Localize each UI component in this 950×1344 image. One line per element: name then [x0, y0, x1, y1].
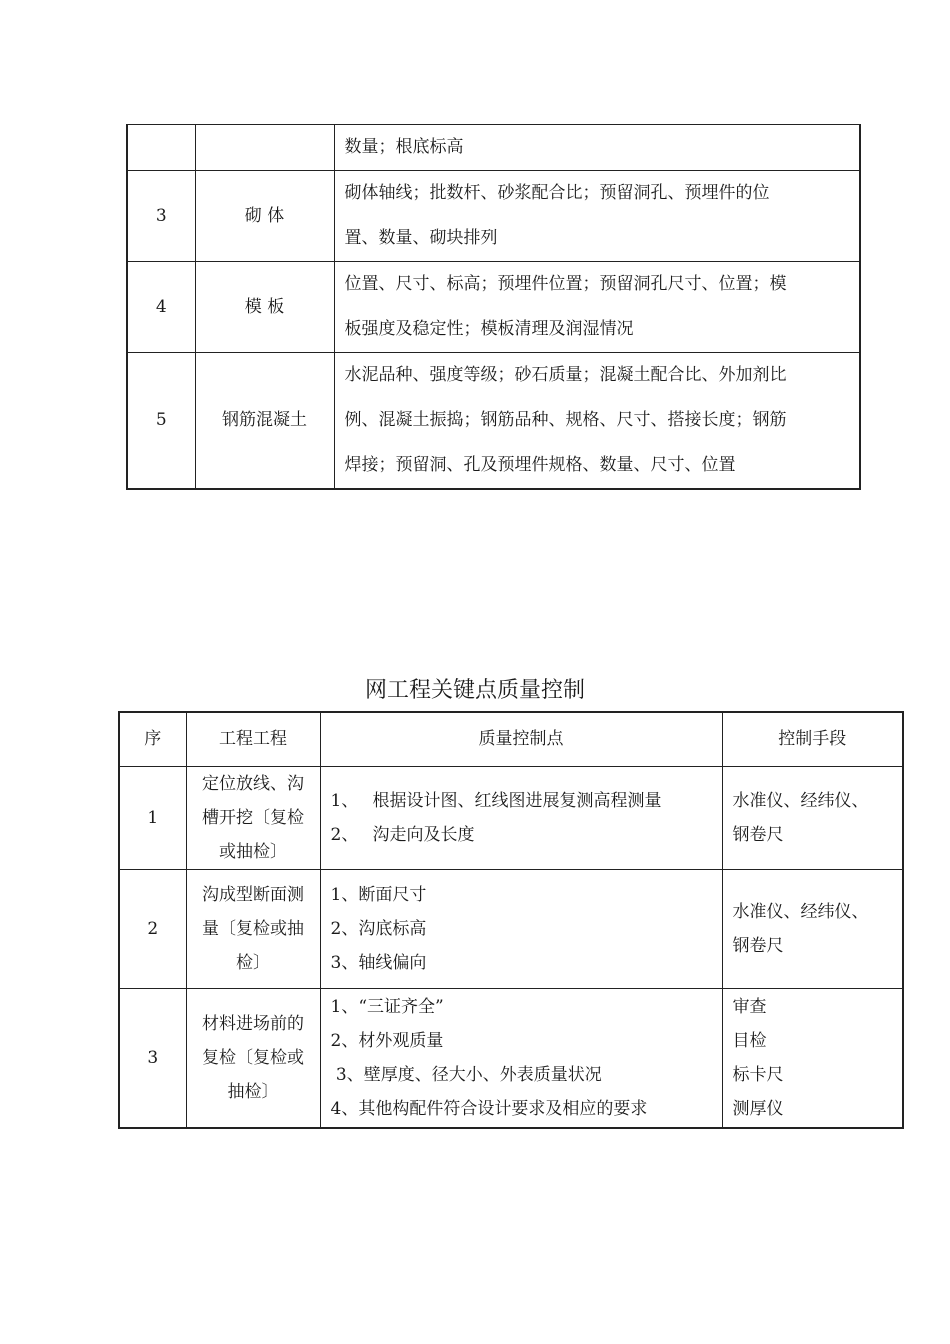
table-row — [119, 988, 903, 1128]
row-content: 位置、尺寸、标高；预埋件位置；预留洞孔尺寸、位置；模 板强度及稳定性；模板清理及润湿情况 — [334, 262, 860, 353]
row-means: 水准仪、经纬仪、 钢卷尺 — [722, 869, 903, 988]
row-item: 定位放线、沟 槽开挖〔复检 或抽检〕 — [186, 766, 320, 869]
row-number: 5 — [127, 353, 195, 490]
row-points: 1、“三证齐全” 2、材外观质量 3、壁厚度、径大小、外表质量状况 4、其他构配件符合设计要求及相应的要求 — [320, 988, 722, 1128]
row-number — [127, 125, 195, 171]
table-row — [119, 766, 903, 869]
row-number: 3 — [127, 171, 195, 262]
row-number: 3 — [119, 988, 186, 1128]
quality-control-table — [118, 711, 904, 1129]
row-content: 数量；根底标高 — [334, 125, 860, 171]
table-row — [127, 262, 860, 353]
row-means: 水准仪、经纬仪、 钢卷尺 — [722, 766, 903, 869]
inspection-table-continued — [126, 124, 861, 490]
row-number: 2 — [119, 869, 186, 988]
row-item — [195, 125, 334, 171]
row-item: 沟成型断面测 量〔复检或抽 检〕 — [186, 869, 320, 988]
row-item: 材料进场前的 复检〔复检或 抽检〕 — [186, 988, 320, 1128]
section-title: 网工程关键点质量控制 — [364, 678, 585, 703]
row-number: 4 — [127, 262, 195, 353]
table-row — [127, 353, 860, 490]
row-content: 水泥品种、强度等级；砂石质量；混凝土配合比、外加剂比 例、混凝土振捣；钢筋品种、规格、尺寸、搭接长度；钢筋 焊接；预留洞、孔及预埋件规格、数量、尺寸、位置 — [334, 353, 860, 490]
table-row — [127, 171, 860, 262]
row-item: 钢筋混凝土 — [195, 353, 334, 490]
table-row — [119, 869, 903, 988]
row-means: 审查 目检 标卡尺 测厚仪 — [722, 988, 903, 1128]
row-content: 砌体轴线；批数杆、砂浆配合比；预留洞孔、预埋件的位 置、数量、砌块排列 — [334, 171, 860, 262]
row-points: 1、断面尺寸 2、沟底标高 3、轴线偏向 — [320, 869, 722, 988]
row-number: 1 — [119, 766, 186, 869]
row-points: 1、 根据设计图、红线图进展复测高程测量 2、 沟走向及长度 — [320, 766, 722, 869]
header-means: 控制手段 — [722, 712, 903, 766]
table-header-row — [119, 712, 903, 766]
header-points: 质量控制点 — [320, 712, 722, 766]
row-item: 模 板 — [195, 262, 334, 353]
header-item: 工程工程 — [186, 712, 320, 766]
header-no: 序 — [119, 712, 186, 766]
row-item: 砌 体 — [195, 171, 334, 262]
table-row — [127, 125, 860, 171]
